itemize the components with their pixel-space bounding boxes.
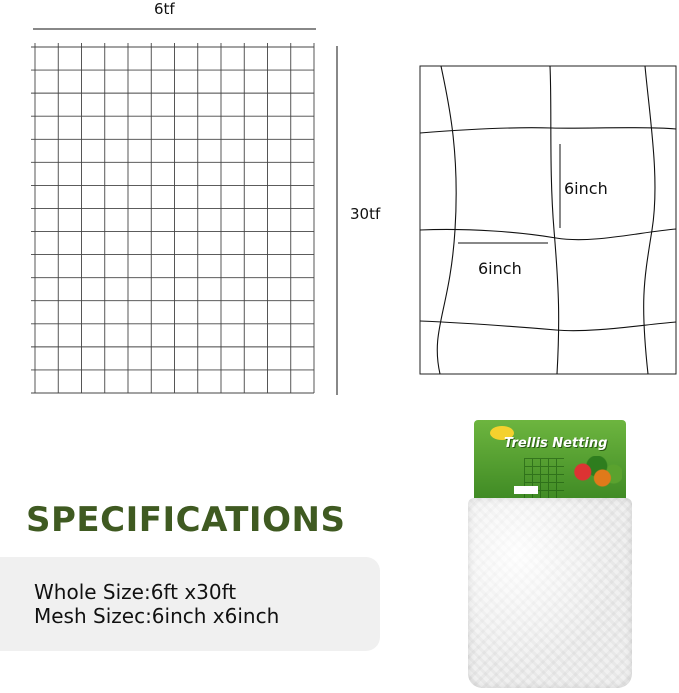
- mesh-size-text: Mesh Sizec:6inch x6inch: [34, 604, 280, 628]
- package-title: Trellis Netting: [504, 436, 608, 451]
- netting-bag: [468, 498, 632, 688]
- mesh-height-label: 6inch: [564, 179, 608, 198]
- length-label: 30tf: [350, 205, 381, 223]
- product-package-image: [468, 420, 632, 688]
- package-label: [514, 486, 538, 494]
- mesh-width-label: 6inch: [478, 259, 522, 278]
- whole-size-text: Whole Size:6ft x30ft: [34, 580, 237, 604]
- width-label: 6tf: [154, 0, 175, 18]
- specifications-title: SPECIFICATIONS: [26, 500, 346, 540]
- vegetables-graphic: [566, 456, 622, 496]
- package-header: [474, 420, 626, 500]
- net-grid: [31, 43, 314, 393]
- mesh-closeup: [420, 66, 676, 374]
